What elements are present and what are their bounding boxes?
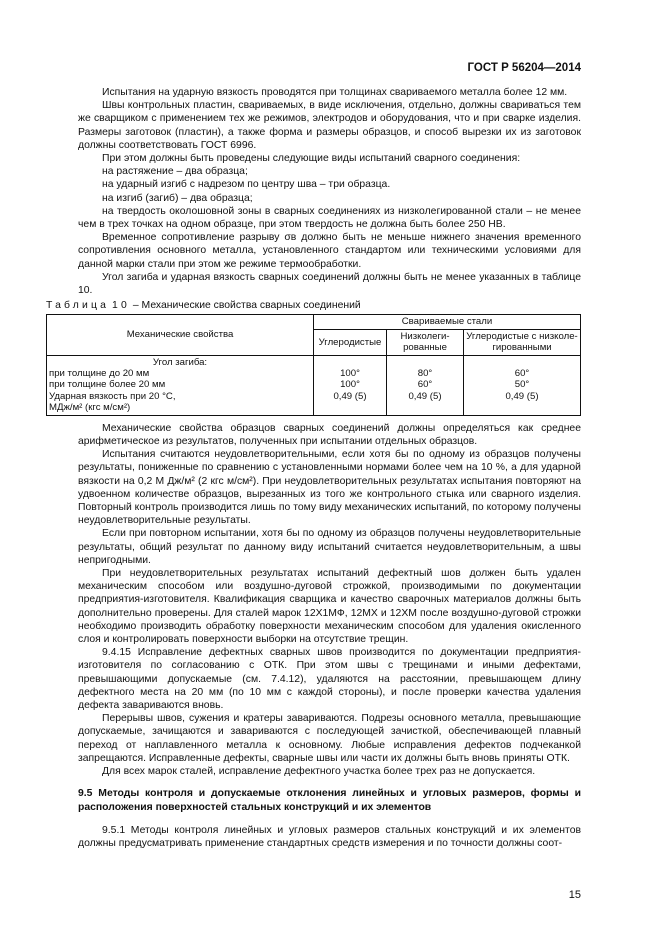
- row-label: при толщине до 20 мм: [49, 368, 150, 380]
- table-cell: 0,49 (5): [333, 390, 367, 402]
- paragraph: на твердость околошовной зоны в сварных соединениях из низколегированной стали – не менее чем в трех точках на одном образце, при этом твердость не должна быть более 250 HB.: [78, 205, 581, 231]
- table-header-lowalloy: Низколеги-рованные: [387, 329, 464, 355]
- paragraph: Временное сопротивление разрыву σв должно быть не меньше нижнего значения временного сопротивления основного металла, установленного стандартом или техническими условиями для данной марки стали при этом же режиме термообработки.: [78, 232, 581, 270]
- table-caption: [46, 297, 581, 312]
- row-label: МДж/м² (кгс м/см²): [49, 402, 131, 414]
- table-caption-word: Таблица: [46, 300, 110, 312]
- table-cell: 100°: [340, 379, 360, 391]
- paragraph: Швы контрольных пластин, свариваемых, в виде исключения, отдельно, должны свариваться тем же сварщиком с применением тех же режимов, электродов и оборудования, что и при сварке изделия. Размеры заготовок (пластин), а также форма и размеры образцов, и способ вырезки их из заготовок должны соответствовать ГОСТ 6996.: [78, 100, 581, 151]
- row-label: Ударная вязкость при 20 °С,: [49, 390, 176, 402]
- table-cell: 0,49 (5): [408, 390, 442, 402]
- table-header-property: Механические свойства: [47, 315, 314, 355]
- table-header-carbon: Углеродистые: [314, 329, 387, 355]
- table-header-carbon-lowalloy: Углеродистые с низколе-гированными: [464, 329, 581, 355]
- page-content: [46, 86, 581, 850]
- section-heading: 9.5 Методы контроля и допускаемые отклонения линейных и угловых размеров, формы и расположения поверхностей стальных конструкций и их элементов: [78, 788, 581, 813]
- table-cell: 60°: [417, 379, 433, 391]
- list-item: на ударный изгиб с надрезом по центру шва – три образца.: [102, 179, 391, 191]
- table-caption-title: – Механические свойства сварных соединений: [132, 300, 361, 312]
- paragraph: Для всех марок сталей, исправление дефектного участка более трех раз не допускается.: [102, 765, 536, 777]
- row-label: Угол загиба:: [152, 356, 208, 368]
- table-cell: 50°: [514, 379, 530, 391]
- table-caption-number: 10: [112, 300, 130, 312]
- paragraph: Испытания на ударную вязкость проводятся при толщинах свариваемого металла более 12 мм.: [102, 87, 568, 98]
- paragraph: Если при повторном испытании, хотя бы по одному из образцов получены неудовлетворительные результаты, общий результат по данному виду испытаний считается неудовлетворительным, а швы непригодными.: [78, 528, 581, 566]
- table-cell: 60°: [514, 368, 530, 380]
- list-item: на растяжение – два образца;: [102, 166, 248, 178]
- paragraph: При этом должны быть проведены следующие виды испытаний сварного соединения:: [102, 153, 521, 165]
- mixed-values: [464, 355, 581, 415]
- carbon-values: [314, 355, 387, 415]
- table-cell: 100°: [340, 368, 360, 380]
- paragraph: При неудовлетворительных результатах испытаний дефектный шов должен быть удален механическим способом или воздушно-дуговой строжкой, производимыми по документации предприятия-изготовителя. Квалификация сварщика и качество сварочных материалов должны быть дополнительно проверены. Для сталей марок 12Х1МФ, 12МХ и 12ХМ после воздушно-дуговой строжки необходимо производить обработку поверхности механическим способом для удаления окисленного слоя и контролировать поверхности выборки на отсутствие трещин.: [78, 567, 581, 645]
- table-row-labels: [47, 355, 314, 415]
- table-header-group: Свариваемые стали: [314, 315, 581, 329]
- table-cell: 80°: [417, 368, 433, 380]
- row-label: при толщине более 20 мм: [49, 379, 166, 391]
- list-item: на изгиб (загиб) – два образца;: [102, 192, 253, 204]
- paragraph: Угол загиба и ударная вязкость сварных соединений должны быть не менее указанных в таблице 10.: [78, 271, 581, 297]
- page-number: 15: [568, 889, 581, 901]
- paragraph: 9.5.1 Методы контроля линейных и угловых размеров стальных конструкций и их элементов должны предусматривать применение стандартных средств измерения и по точности должны соот-: [78, 825, 581, 850]
- document-number-header: ГОСТ Р 56204—2014: [467, 62, 581, 74]
- paragraph: Механические свойства образцов сварных соединений должны определяться как среднее арифметическое из результатов, полученных при испытании отдельных образцов.: [78, 422, 581, 447]
- table-row: [47, 355, 581, 415]
- lowalloy-values: [387, 355, 464, 415]
- paragraph: Перерывы швов, сужения и кратеры завариваются. Подрезы основного металла, превышающие допускаемые, зачищаются и завариваются с последующей зачисткой, обеспечивающей плавный переход от наплавленного металла к основному. Любые исправления дефектов подчеканкой запрещаются. Исправленные дефекты, сварные швы или части их должны быть вновь приняты ОТК.: [78, 713, 581, 764]
- table-cell: 0,49 (5): [505, 390, 539, 402]
- mechanical-properties-table: [46, 314, 581, 415]
- paragraph: Испытания считаются неудовлетворительными, если хотя бы по одному из образцов получены результаты, пониженные по сравнению с установленными нормами более чем на 10 %, а для ударной вязкости на 0,2 М Дж/м² (2 кгс м/см²). При неудовлетворительных результатах испытания повторяют на удвоенном количестве образцов, вырезанных из того же контрольного стыка или сварного изделия. Повторный контроль производится лишь по тому виду механических испытаний, по которому получены неудовлетворительные результаты.: [78, 449, 581, 527]
- paragraph: 9.4.15 Исправление дефектных сварных швов производится по документации предприятия-изготовителя по согласованию с ОТК. При этом швы с трещинами и иными дефектами, превышающими допускаемые (см. 7.4.12), удаляются на расстоянии, превышающем длину дефектного места на 20 мм (по 10 мм с каждой стороны), и после проверки качества удаления дефекта завариваются вновь.: [78, 647, 581, 711]
